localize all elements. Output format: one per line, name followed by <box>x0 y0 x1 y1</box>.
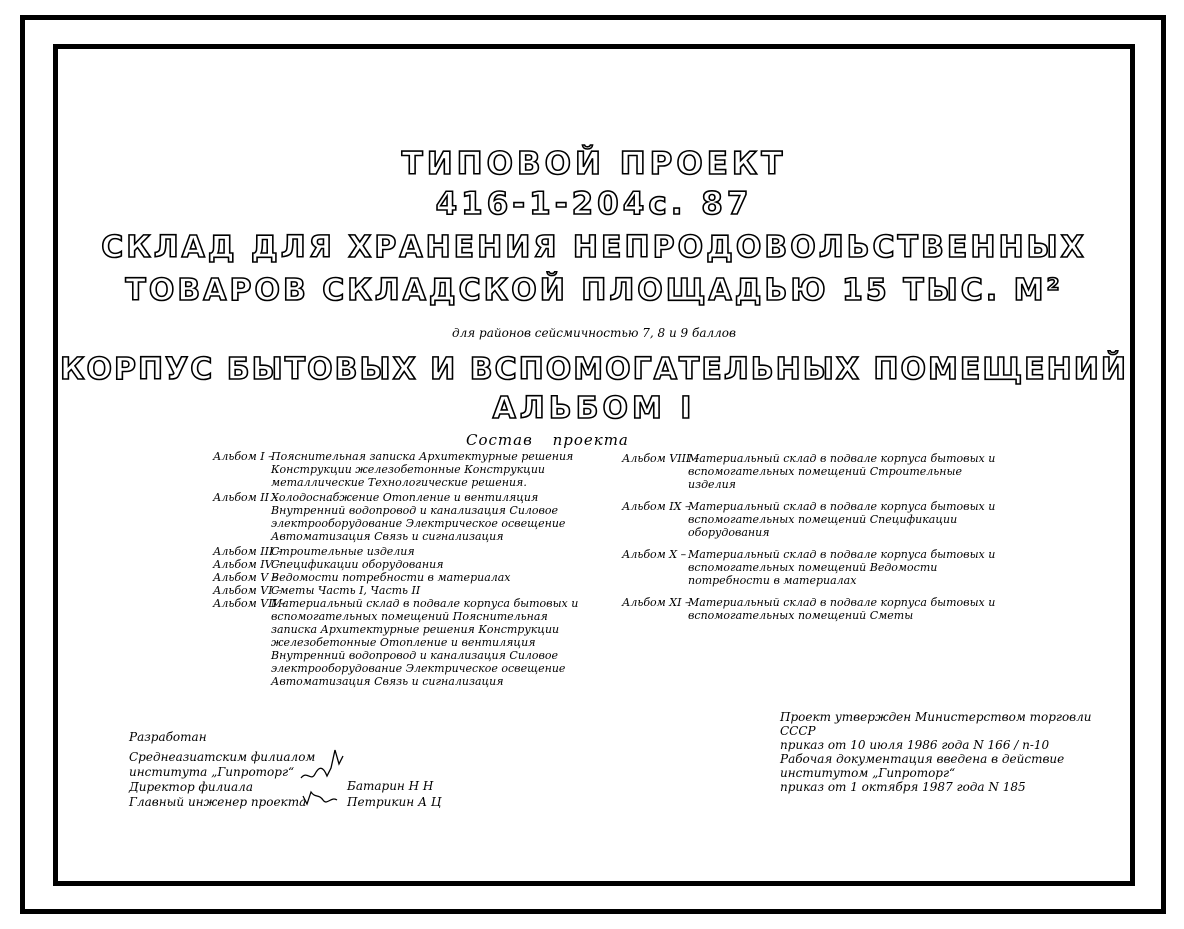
album-label: Альбом II – <box>213 491 278 504</box>
album-text: Холодоснабжение Отопление и вентиляция Внутренний водопровод и канализация Силовое электрооборудование Электрическое освещение Автоматизация Связь и сигнализация <box>271 491 566 543</box>
album-entry <box>213 545 593 558</box>
title-warehouse: СКЛАД ДЛЯ ХРАНЕНИЯ НЕПРОДОВОЛЬСТВЕННЫХ <box>101 230 1087 265</box>
title-album: АЛЬБОМ I <box>492 391 696 426</box>
director-title: Директор филиала <box>129 780 253 794</box>
developer-org: Среднеазиатским филиалом <box>129 750 316 764</box>
developer-institute: института „Гипроторг“ <box>129 765 295 779</box>
approval-line: Рабочая документация введена в действие <box>780 752 1065 766</box>
project-number: 416-1-204с. 87 <box>435 186 753 222</box>
album-text: Материальный склад в подвале корпуса бытовых и вспомогательных помещений Сметы <box>688 596 996 622</box>
developer-block <box>129 730 315 810</box>
album-entry <box>622 500 1000 539</box>
album-entry <box>622 596 1000 622</box>
album-entry <box>213 597 593 688</box>
signatory-names <box>347 778 441 810</box>
albums-left-column <box>213 450 593 688</box>
seismic-note: для районов сейсмичностью 7, 8 и 9 баллов <box>452 326 736 340</box>
contents-heading: Состав проекта <box>466 431 629 449</box>
album-entry <box>213 450 593 489</box>
album-label: Альбом X – <box>622 548 687 561</box>
album-entry <box>622 452 1000 491</box>
signatures <box>297 746 347 806</box>
album-text: Материальный склад в подвале корпуса бытовых и вспомогательных помещений Ведомости потребности в материалах <box>688 548 996 587</box>
approval-line: Проект утвержден Министерством торговли СССР <box>780 710 1092 738</box>
album-label: Альбом VI – <box>213 584 282 597</box>
album-entry <box>622 548 1000 587</box>
approval-order: приказ от 10 июля 1986 года N 166 / п-10 <box>780 738 1050 752</box>
approval-order: приказ от 1 октября 1987 года N 185 <box>780 780 1026 794</box>
album-entry <box>213 571 593 584</box>
title-typical-project: ТИПОВОЙ ПРОЕКТ <box>401 146 787 182</box>
album-label: Альбом VIII – <box>622 452 700 465</box>
title-building: КОРПУС БЫТОВЫХ И ВСПОМОГАТЕЛЬНЫХ ПОМЕЩЕНИЙ <box>60 352 1128 387</box>
album-entry <box>213 491 593 543</box>
approval-block <box>780 710 1100 794</box>
album-entry <box>213 584 593 597</box>
album-text: Пояснительная записка Архитектурные решения Конструкции железобетонные Конструкции металлические Технологические решения. <box>271 450 574 489</box>
title-area: ТОВАРОВ СКЛАДСКОЙ ПЛОЩАДЬЮ 15 ТЫС. М² <box>125 273 1063 308</box>
director-signature <box>301 750 343 778</box>
developer-heading: Разработан <box>129 730 207 744</box>
album-label: Альбом I – <box>213 450 274 463</box>
album-label: Альбом III – <box>213 545 283 558</box>
album-entry <box>213 558 593 571</box>
chief-engineer-name: Петрикин А Ц <box>347 795 442 809</box>
approval-institute: институтом „Гипроторг“ <box>780 766 956 780</box>
album-text: Сметы Часть I, Часть II <box>271 584 421 597</box>
album-text: Материальный склад в подвале корпуса бытовых и вспомогательных помещений Спецификации оборудования <box>688 500 996 539</box>
album-text: Строительные изделия <box>271 545 415 558</box>
album-label: Альбом VII – <box>213 597 286 610</box>
album-label: Альбом XI – <box>622 596 691 609</box>
albums-right-column <box>622 452 1000 631</box>
album-text: Материальный склад в подвале корпуса бытовых и вспомогательных помещений Пояснительная записка Архитектурные решения Конструкции железобетонные Отопление и вентиляция Внутренний водопровод и канализация Силовое электрооборудование Электрическое освещение Автоматизация Связь и сигнализация <box>271 597 579 688</box>
album-text: Материальный склад в подвале корпуса бытовых и вспомогательных помещений Строительные изделия <box>688 452 996 491</box>
album-text: Спецификации оборудования <box>271 558 444 571</box>
director-name: Батарин Н Н <box>347 779 434 793</box>
album-label: Альбом V – <box>213 571 278 584</box>
chief-engineer-signature <box>303 792 337 804</box>
album-label: Альбом IV – <box>213 558 282 571</box>
album-label: Альбом IX – <box>622 500 691 513</box>
album-text: Ведомости потребности в материалах <box>271 571 511 584</box>
chief-engineer-title: Главный инженер проекта <box>129 795 307 809</box>
